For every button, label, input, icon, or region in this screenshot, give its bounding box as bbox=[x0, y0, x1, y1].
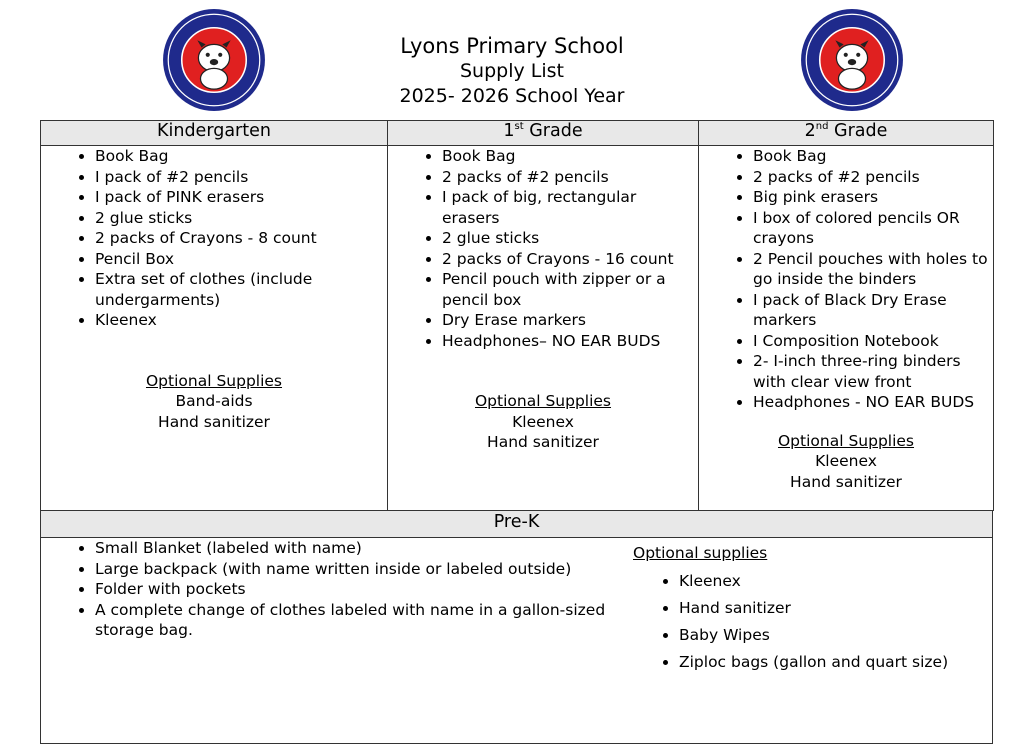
prek-body bbox=[41, 538, 993, 744]
list-item: • 2 glue sticks bbox=[442, 228, 698, 249]
optional-item: Kleenex bbox=[512, 412, 574, 431]
list-item: • 2 packs of #2 pencils bbox=[442, 167, 698, 188]
optional-item: • Baby Wipes bbox=[679, 622, 973, 649]
list-item: • I pack of #2 pencils bbox=[95, 167, 387, 188]
optional-item: • Ziploc bags (gallon and quart size) bbox=[679, 649, 973, 676]
first-grade-optional bbox=[388, 391, 698, 453]
list-item: • Pencil Box bbox=[95, 249, 387, 270]
optional-item: Hand sanitizer bbox=[487, 433, 599, 451]
kindergarten-list bbox=[41, 146, 387, 331]
prek-list bbox=[41, 538, 641, 641]
list-item: • Big pink erasers bbox=[753, 187, 993, 208]
list-item: • Kleenex bbox=[95, 310, 387, 331]
list-item: • Headphones - NO EAR BUDS bbox=[753, 392, 993, 413]
second-grade-optional bbox=[699, 431, 993, 493]
list-item: • 2 packs of Crayons - 8 count bbox=[95, 228, 387, 249]
list-item: • 2 packs of Crayons - 16 count bbox=[442, 249, 698, 270]
school-name: Lyons Primary School bbox=[400, 34, 624, 58]
prek-supply-table bbox=[40, 510, 993, 744]
optional-title: Optional Supplies bbox=[145, 371, 283, 390]
list-item: • I pack of PINK erasers bbox=[95, 187, 387, 208]
first-grade-heading: 1st Grade bbox=[388, 121, 699, 146]
list-item: • 2 glue sticks bbox=[95, 208, 387, 229]
optional-item: Kleenex bbox=[815, 452, 877, 470]
list-item: • Small Blanket (labeled with name) bbox=[95, 538, 641, 559]
kindergarten-column bbox=[41, 146, 388, 511]
list-item: • Extra set of clothes (include undergarments) bbox=[95, 269, 387, 310]
kindergarten-optional bbox=[41, 371, 387, 433]
list-item: • I pack of big, rectangular erasers bbox=[442, 187, 698, 228]
optional-title: Optional Supplies bbox=[474, 392, 612, 410]
list-item: • Dry Erase markers bbox=[442, 310, 698, 331]
list-item: • Folder with pockets bbox=[95, 579, 641, 600]
prek-optional-list bbox=[633, 568, 973, 676]
second-grade-list bbox=[699, 146, 993, 413]
title-block bbox=[312, 34, 712, 109]
list-item: • Large backpack (with name written inside or labeled outside) bbox=[95, 559, 641, 580]
school-logo-icon bbox=[162, 8, 266, 112]
optional-item: • Kleenex bbox=[679, 568, 973, 595]
list-item: • Book Bag bbox=[95, 146, 387, 167]
optional-item: Band-aids bbox=[175, 392, 253, 410]
list-item: • 2 packs of #2 pencils bbox=[753, 167, 993, 188]
list-title: Supply List bbox=[460, 60, 564, 82]
first-grade-list bbox=[388, 146, 698, 351]
list-item: • Book Bag bbox=[442, 146, 698, 167]
prek-heading: Pre-K bbox=[41, 511, 993, 538]
optional-item: • Hand sanitizer bbox=[679, 595, 973, 622]
list-item: • A complete change of clothes labeled with name in a gallon-sized storage bag. bbox=[95, 600, 641, 641]
list-item: • 2- I-inch three-ring binders with clear view front bbox=[753, 351, 993, 392]
second-grade-heading: 2nd Grade bbox=[699, 121, 994, 146]
school-year: 2025- 2026 School Year bbox=[399, 85, 625, 107]
list-item: • Headphones– NO EAR BUDS bbox=[442, 331, 698, 352]
second-grade-column bbox=[699, 146, 994, 511]
optional-item: Hand sanitizer bbox=[790, 472, 902, 491]
page-header bbox=[0, 0, 1024, 120]
prek-optional bbox=[633, 542, 973, 676]
list-item: • I box of colored pencils OR crayons bbox=[753, 208, 993, 249]
grade-supply-table bbox=[40, 120, 994, 511]
kindergarten-heading: Kindergarten bbox=[41, 121, 388, 146]
list-item: • I pack of Black Dry Erase markers bbox=[753, 290, 993, 331]
optional-title: Optional Supplies bbox=[777, 431, 915, 450]
school-logo-icon bbox=[800, 8, 904, 112]
optional-item: Hand sanitizer bbox=[158, 412, 270, 431]
list-item: • Book Bag bbox=[753, 146, 993, 167]
prek-required bbox=[41, 538, 641, 641]
list-item: • Pencil pouch with zipper or a pencil box bbox=[442, 269, 698, 310]
first-grade-column bbox=[388, 146, 699, 511]
list-item: • 2 Pencil pouches with holes to go inside the binders bbox=[753, 249, 993, 290]
list-item: • I Composition Notebook bbox=[753, 331, 993, 352]
optional-title: Optional supplies bbox=[633, 544, 768, 562]
